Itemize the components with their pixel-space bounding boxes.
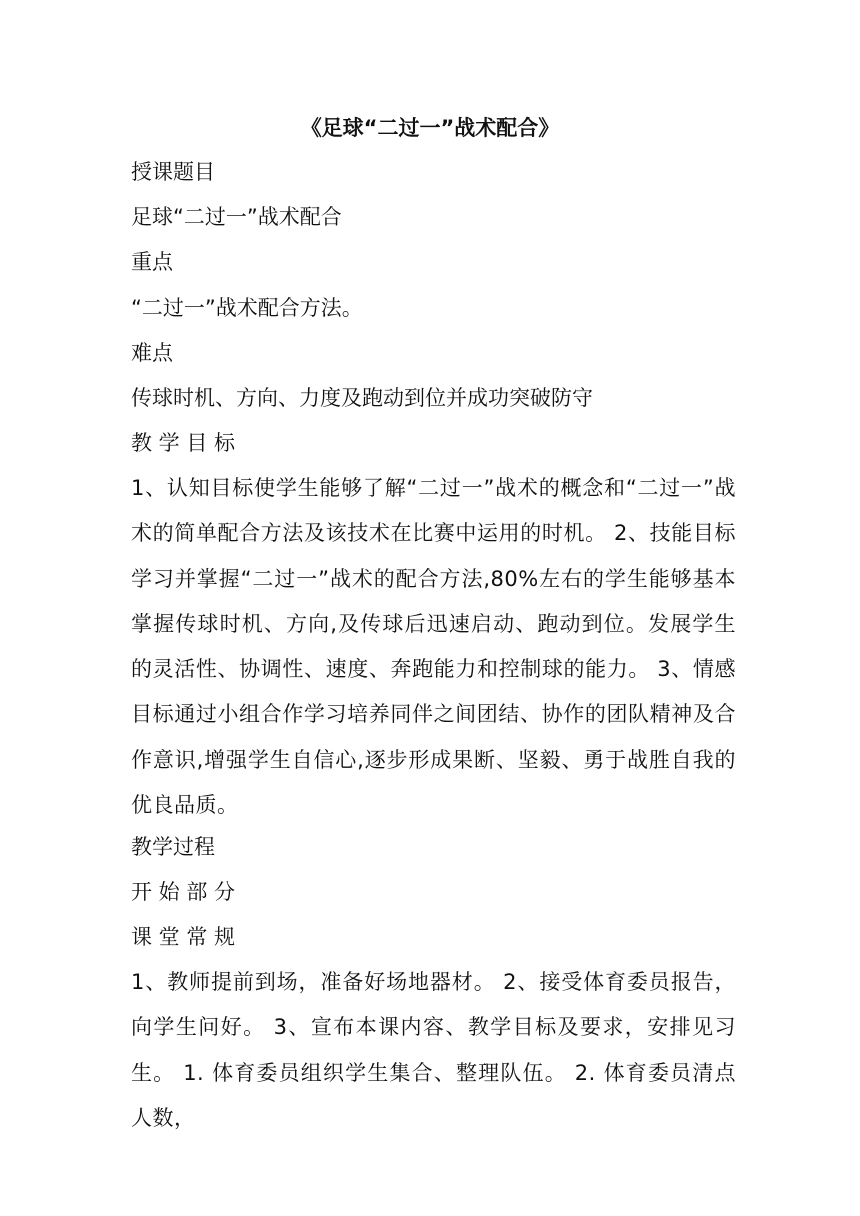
topic-text: 足球“二过一”战术配合 xyxy=(131,205,342,229)
objectives-text: 1、认知目标使学生能够了解“二过一”战术的概念和“二过一”战术的简单配合方法及该技术在比赛中运用的时机。 2、技能目标学习并掌握“二过一”战术的配合方法,80%左右的学生能够基本掌握传球时机、方向,及传球后迅速启动、跑动到位。发展学生的灵活性、协调性、速度、奔跑能力和控制球的能力。 3、情感目标通过小组合作学习培养同伴之间团结、协作的团队精神及合作意识,增强学生自信心,逐步形成果断、坚毅、勇于战胜自我的优良品质。 xyxy=(131,476,736,818)
label-process: 教学过程 xyxy=(131,835,215,859)
label-routine: 课 堂 常 规 xyxy=(131,925,236,949)
label-difficulty: 难点 xyxy=(131,341,173,365)
label-start-section: 开 始 部 分 xyxy=(131,880,236,904)
label-key-point: 重点 xyxy=(131,250,173,274)
difficulty-text: 传球时机、方向、力度及跑动到位并成功突破防守 xyxy=(131,386,593,410)
document-title: 《足球“二过一”战术配合》 xyxy=(300,116,560,140)
label-objectives: 教 学 目 标 xyxy=(131,431,236,455)
key-point-text: “二过一”战术配合方法。 xyxy=(131,296,363,320)
routine-text: 1、教师提前到场，准备好场地器材。 2、接受体育委员报告，向学生问好。 3、宣布本课内容、教学目标及要求，安排见习生。 1. 体育委员组织学生集合、整理队伍。 2. 体育委员清点人数， xyxy=(131,970,736,1130)
label-topic: 授课题目 xyxy=(131,160,215,184)
